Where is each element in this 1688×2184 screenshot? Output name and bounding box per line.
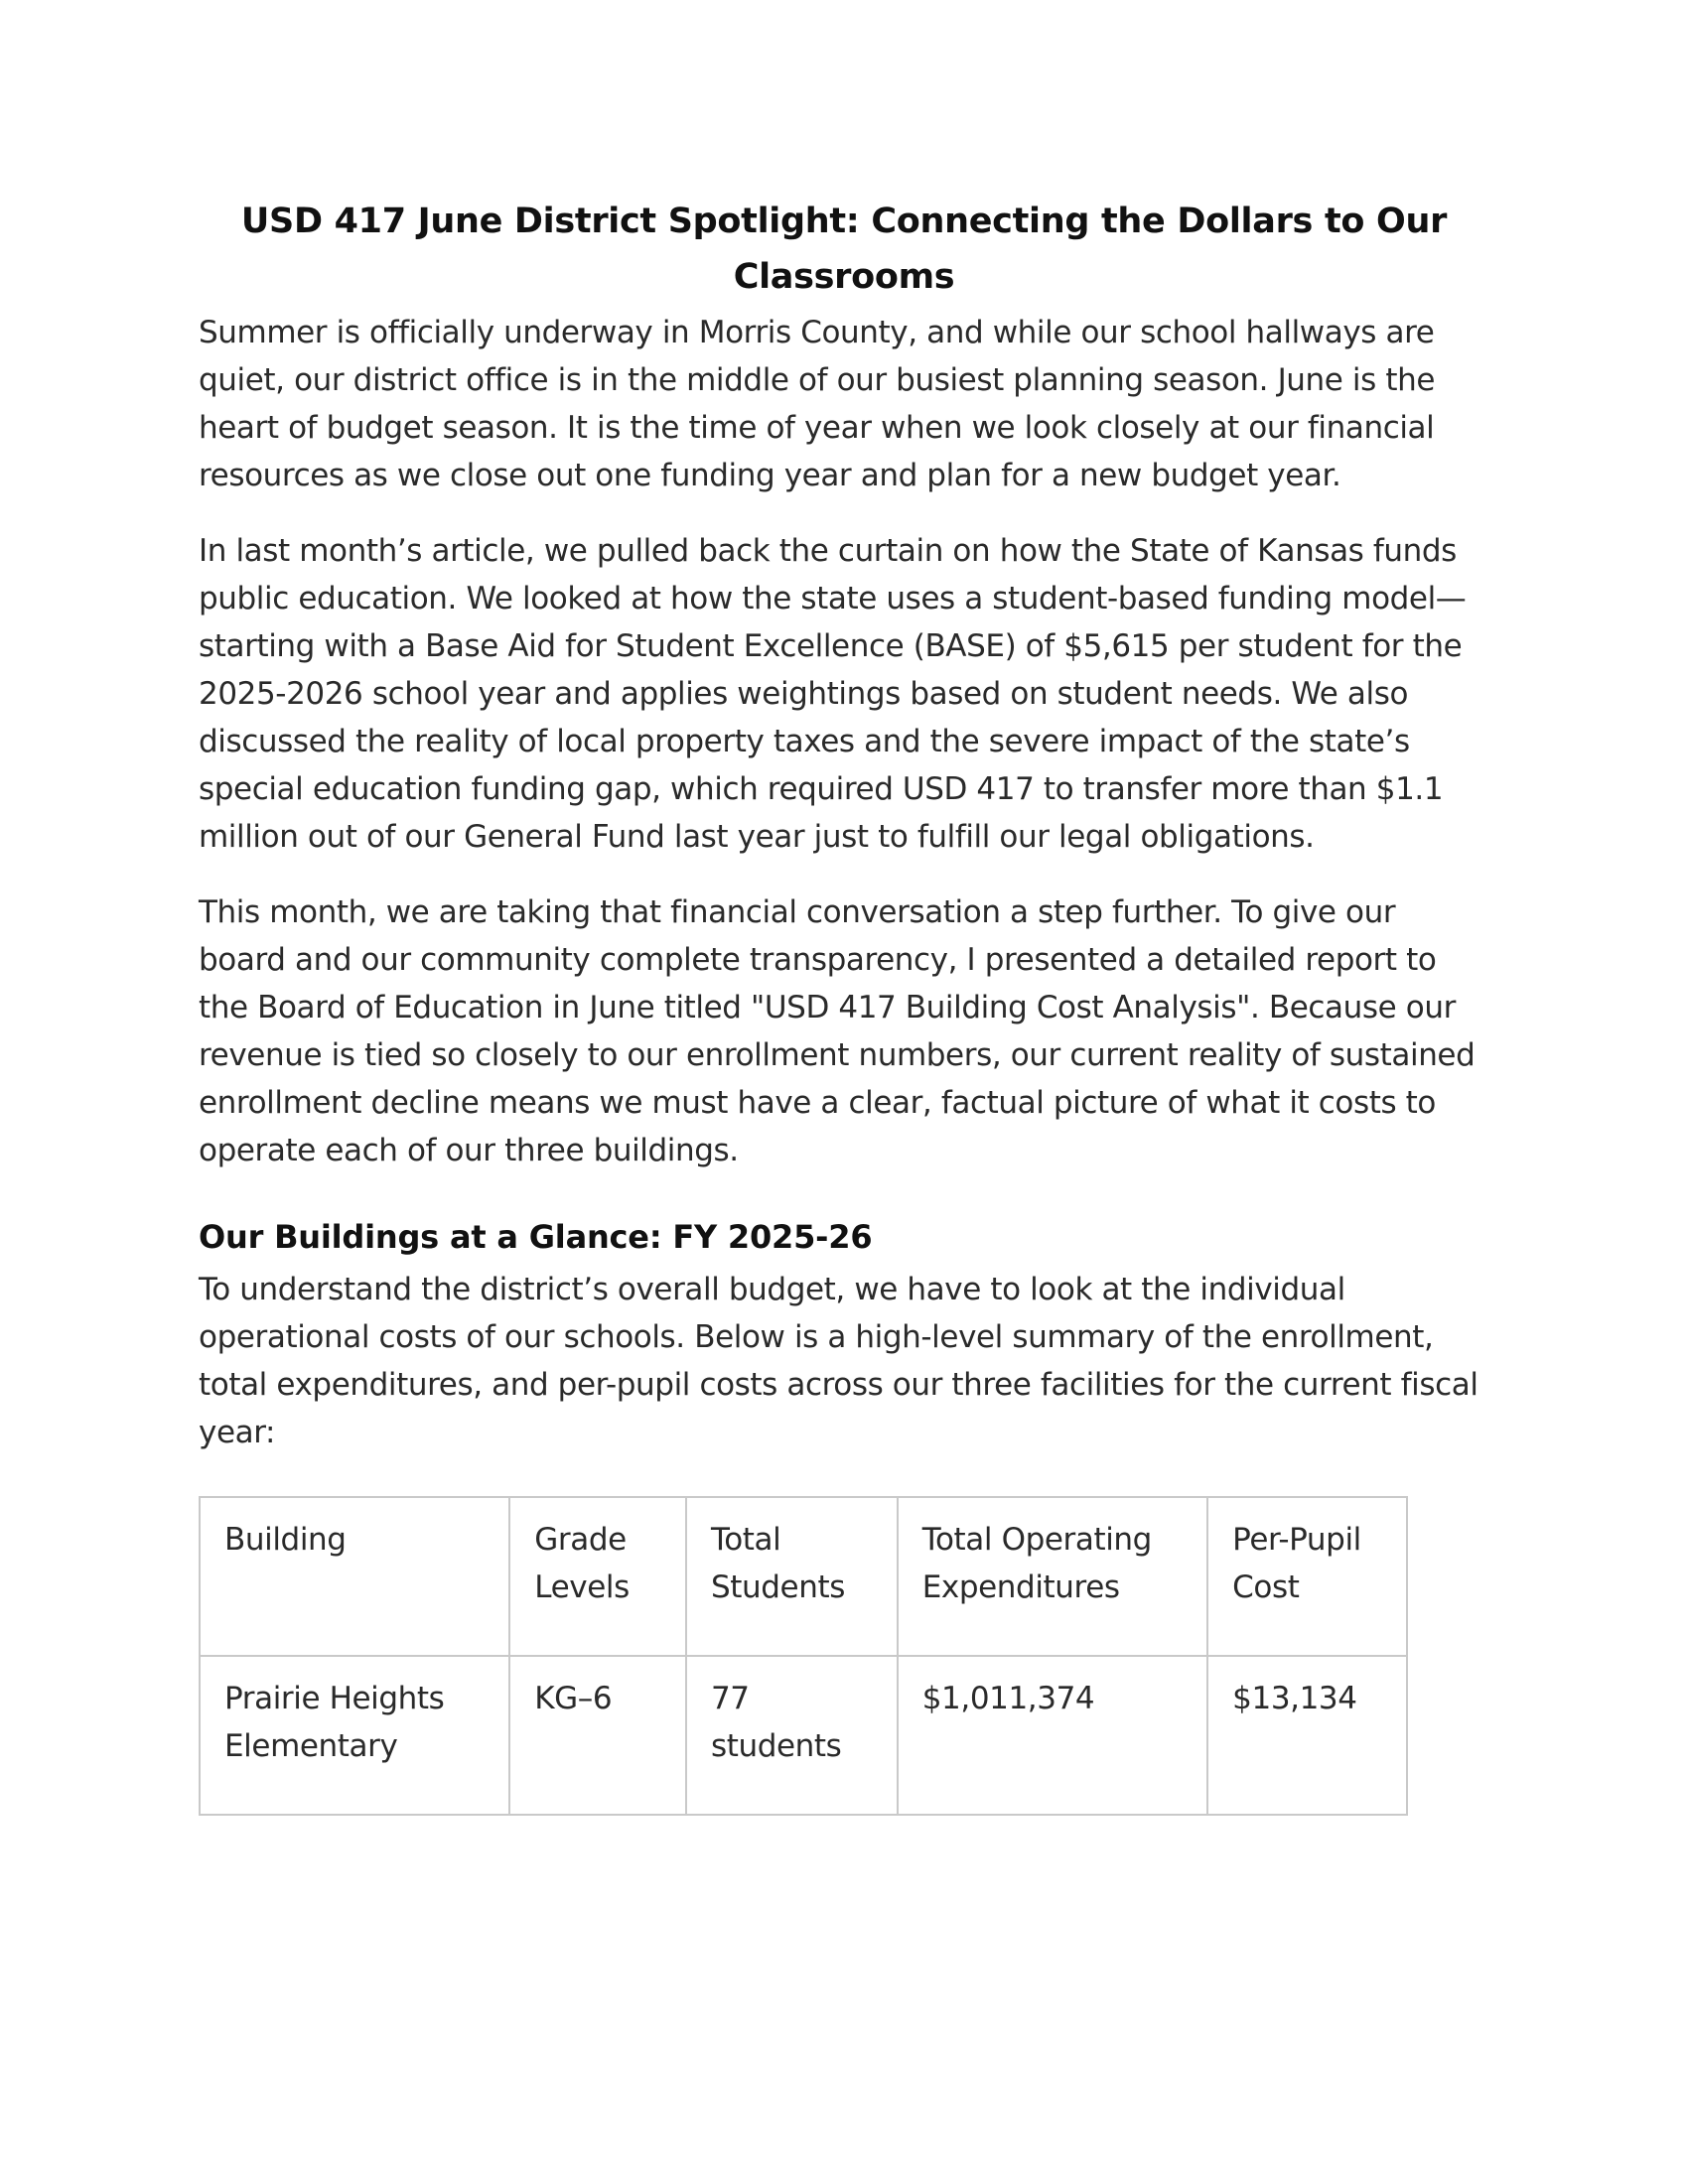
cell-grade-levels: KG–6: [509, 1656, 686, 1815]
intro-paragraph: Summer is officially underway in Morris County, and while our school hallways are quiet, our district office is in the middle of our busiest planning season. June is the heart of budget season. It is the time of year when we look closely at our financial resources as we close out one funding year and plan for a new budget year.: [199, 315, 1436, 493]
table-header-row: [200, 1497, 1407, 1656]
header-building: Building: [200, 1497, 509, 1656]
cell-per-pupil-cost: $13,134: [1207, 1656, 1407, 1815]
header-per-pupil-cost: Per-Pupil Cost: [1207, 1497, 1407, 1656]
section-paragraph: To understand the district’s overall budget, we have to look at the individual operational costs of our schools. Below is a high-level summary of the enrollment, total expenditures, and per-pupil costs across our three facilities for the current fiscal year:: [199, 1272, 1478, 1450]
cost-analysis-paragraph: This month, we are taking that financial conversation a step further. To give our board and our community complete transparency, I presented a detailed report to the Board of Education in June titled "USD 417 Building Cost Analysis". Because our revenue is tied so closely to our enrollment numbers, our current reality of sustained enrollment decline means we must have a clear, factual picture of what it costs to operate each of our three buildings.: [199, 894, 1476, 1168]
buildings-table: [199, 1496, 1408, 1816]
document-page: [199, 194, 1489, 1816]
table-row: [200, 1656, 1407, 1815]
section-heading: Our Buildings at a Glance: FY 2025-26: [199, 1218, 873, 1256]
cell-total-students: 77 students: [686, 1656, 898, 1815]
cell-total-operating-expenditures: $1,011,374: [898, 1656, 1207, 1815]
document-title: USD 417 June District Spotlight: Connecting the Dollars to Our Classrooms: [240, 202, 1448, 297]
header-grade-levels: Grade Levels: [509, 1497, 686, 1656]
header-total-students: Total Students: [686, 1497, 898, 1656]
header-total-operating-expenditures: Total Operating Expenditures: [898, 1497, 1207, 1656]
funding-recap-paragraph: In last month’s article, we pulled back the curtain on how the State of Kansas funds public education. We looked at how the state uses a student-based funding model—starting with a Base Aid for Student Excellence (BASE) of $5,615 per student for the 2025-2026 school year and applies weightings based on student needs. We also discussed the reality of local property taxes and the severe impact of the state’s special education funding gap, which required USD 417 to transfer more than $1.1 million out of our General Fund last year just to fulfill our legal obligations.: [199, 533, 1467, 855]
cell-building: Prairie Heights Elementary: [200, 1656, 509, 1815]
